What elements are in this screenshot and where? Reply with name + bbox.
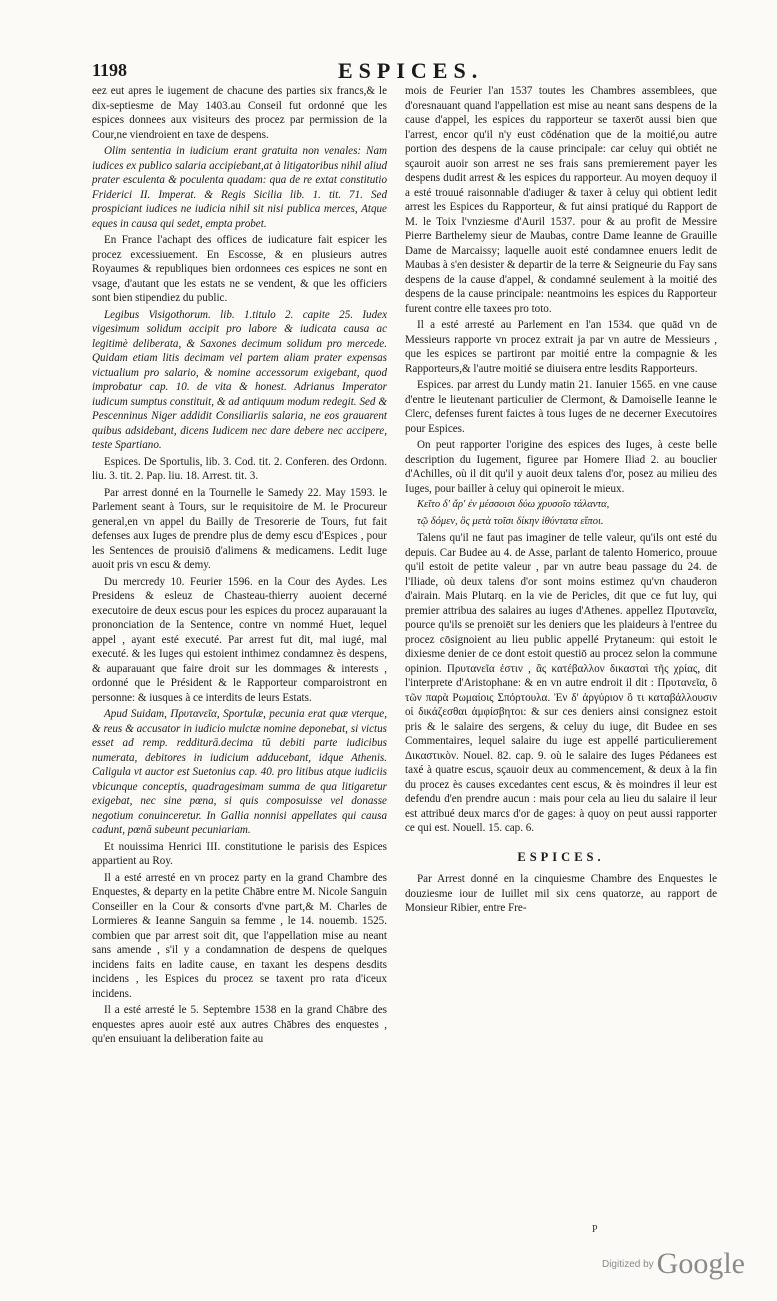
paragraph: Il a esté arresté le 5. Septembre 1538 en la grand Chābre des enquestes apres auoir esté aux autres Chābres des enquestes , qu'en ensuiuant la deliberation faite au <box>92 1004 387 1045</box>
paragraph: Par arrest donné en la Tournelle le Samedy 22. May 1593. le Parlement seant à Tours, sur le requisitoire de M. le Procureur general,en vn appel du Bailly de Tresorerie de Tours, fut fait defenses aux Iuges de prendre plus de demy escu d'Espices , pour les Sentences de prouisiō d'alimens & medicamens. Ledit Iuge auoit pris vn escu & demy. <box>92 486 387 571</box>
page-number: 1198 <box>92 60 128 80</box>
paragraph: En France l'achapt des offices de iudicature fait espicer les procez excessiuement. En Escosse, & en plusieurs autres Royaumes & republiques bien ordonnees ces espices ne sont en vsage, d'autant que les estats ne se vendent, & que les officiers sont bien stipendiez du public. <box>92 234 387 304</box>
greek-verse: τῷ δόμεν, ὃς μετὰ τοῖσι δίκην ἰθύντατα εἴποι. <box>417 515 604 527</box>
paragraph: Apud Suidam, Πρυτανεῖα, Sportulæ, pecunia erat quæ vterque, & reus & accusator in iudicio mulctæ nomine deponebat, si victus esset ad remp. redditurā.decima tū debiti parte iudicibus numerata, debitores in iudicium adducebant, idque Athenis. Caligula vt auctor est Suetonius cap. 40. pro litibus atque iudiciis vbicunque conceptis, quadragesimam summa de qua litigaretur exigebat, nec sine pœna, si quis composuisse vel donasse negotium conuinceretur. In Gallia nonnisi appellates qui causa cadunt, pœnā subeunt pecuniariam. <box>92 708 387 836</box>
running-head: ESPICES. <box>338 58 484 83</box>
paragraph: eez eut apres le iugement de chacune des parties six francs,& le dix-septiesme de May 1403.au Conseil fut ordonné que les espices donnees aux visiteurs des procez par permission de la Cour,ne viendroient en taxe de despens. <box>92 85 387 141</box>
section-title: ESPICES. <box>517 849 605 864</box>
paragraph: Legibus Visigothorum. lib. 1.titulo 2. capite 25. Iudex vigesimum solidum accipit pro labore & iudicata causa ac legitimè deliberata, & Saxones decimum solidum pro mercede. Quidam etiam litis decimam vel partem aliam prater expensas victualium pro salario, & nomine accessorum exigebant, quod improbatur cap. 10. de vita & honest. Adrianus Imperator iudicum sumptus constituit, & ad antiquum modum redegit. Sed & Pescenninus Niger addidit Consiliariis salaria, ne eos grauarent quibus adsidebant, dicens Iudicem nec dare debere nec accipere, teste Spartiano. <box>92 308 387 451</box>
paragraph: On peut rapporter l'origine des espices des Iuges, à ceste belle description du Iugement, figuree par Homere Iliad 2. au bouclier d'Achilles, où il dit qu'il y auoit deux talens d'or, posez au milieu des Iuges, pour bailler à celuy qui opineroit le mieux. <box>405 439 717 495</box>
signature-mark: P <box>592 1224 598 1235</box>
paragraph: Talens qu'il ne faut pas imaginer de telle valeur, qu'ils ont esté du depuis. Car Budee au 4. de Asse, parlant de talento Homerico, prouue qu'il estoit de petite valeur , par vn autre beau passage du 24. de l'Iliade, où deux talens d'or sont moins estimez qu'vn chauderon d'airain. Mais Plutarq. en la vie de Pericles, dit que ce fut luy, qui premier attribua des salaires au iuges d'Athenes. appellez Πρυτανεῖα, pource qu'ils se prenoiēt sur les deniers que les plaideurs à l'entree du procez cōsignoient au lieu public appellé Prytaneum: qui estoit le dixiesme denier de ce dont estoit questiō au procez selon la commune opinion. Πρυτανεῖα ἐστιν , ἃς κατέβαλλον δικασταὶ τῆς χρίας, dit l'interprete d'Aristophane: & en vn autre endroit il dit : Πρυτανεῖα, ὃ τῶν παρὰ Ρωμαίοις Σπόρτουλα. Ἐν δ' ἀργύριον ὃ τι καταβάλλουσιν οἱ δικάζεσθαι ἀμφίσβητοι: & sur ces deniers ainsi consignez estoit pris & le salaire des sergens, & celuy du iuge, dit Budee en ses Commentaires, lequel salaire du iuge est appellé particulierement Δικαστικὸν. Nouel. 82. cap. 9. où le salaire des Iuges Pédanees est taxé à quatre escus, sçauoir deux au commencement, & deux à la fin du procez ès causes excedantes cent escus, & ès moindres il leur est defendu d'en prendre aucun : mais pour cela au lieu du salaire il leur est attribué deux marcs d'or de gages: à quoy on peut aussi rapporter ce qui est. Nouell. 15. cap. 6. <box>405 532 717 834</box>
greek-verse: Κεῖτο δ' ἄρ' ἐν μέσσοισι δύω χρυσοῖο τάλαντα, <box>417 499 610 510</box>
page-header <box>92 58 719 84</box>
paragraph: Et nouissima Henrici III. constitutione le parisis des Espices appartient au Roy. <box>92 840 387 867</box>
paragraph: Il a esté arresté au Parlement en l'an 1534. que quād vn de Messieurs rapporte vn procez extrait ja par vn autre de Messieurs , que les espices se partiront par moitié entre la compagnie & les Rapporteurs,& l'autre moitié se diuisera entre lesdits Rapporteurs. <box>405 319 717 375</box>
paragraph: Il a esté arresté en vn procez party en la grand Chambre des Enquestes, & departy en la petite Chābre entre M. Nicole Sanguin Conseiller en la Cour & consorts d'vne part,& M. Charles de Lormieres & Ieanne Sanguin sa femme , le 14. nouemb. 1525. combien que par arrest soit dit, que l'appellation mise au neant sans amende , s'il y a condamnation de despens de quelques incidens faits en ladite cause, en taxant les despens desdits incidens , les Espices du procez se taxent pro rata d'iceux incidens. <box>92 871 387 1000</box>
paragraph: mois de Feurier l'an 1537 toutes les Chambres assemblees, que d'oresnauant quand l'appellation est mise au neant sans despens de la cause d'appel, les espices du rapporteur se taxerōt aussi bien que l'arrest, encor qu'il n'y eust cōdénation que de la moitié,ou autre portion des despens de la cause principale: car celuy qui obtiét ne sçauroit auoir son arrest ne ses frais sans premierement payer les despens dudit arrest & les espices du rapporteur. Au moyen dequoy il a esté trouué raisonnable d'adiuger & taxer à celuy qui obtient ledit arrest les Espices du Rapporteur, & fut ainsi pratiqué du Rapport de M. le Toix l'vnziesme d'Auril 1537. pour & au profit de Messire Pierre Barthelemy sieur de Maubas, contre Dame Ieanne de Grauille Dame de Marcaissy; laquelle auoit esté condamnee enuers ledit de Maubas à s'en desister & departir de la terre & Seigneurie du Fay sans despens de la cause d'appel, & condamné seulement à la moitié des despens de la cause principale: neantmoins les espices du Rapporteur furent contre elle taxees pro toto. <box>405 85 717 315</box>
google-logo: Google <box>656 1247 745 1280</box>
google-watermark <box>602 1247 745 1281</box>
paragraph: Olim sententia in iudicium erant gratuita non venales: Nam iudices ex publico salaria accipiebant,at à litigatoribus nihil aliud prater esculenta & poculenta quadam: qua de re extat constitutio Friderici II. Imperat. & Regis Sicilia lib. 1. tit. 71. Sed prospiciant iudices ne iudicia nihil sit nisi publica merces, Atque eques in causa qui sedet, empta probet. <box>92 145 387 230</box>
right-column <box>405 84 717 918</box>
paragraph: Espices. De Sportulis, lib. 3. Cod. tit. 2. Conferen. des Ordonn. liu. 3. tit. 2. Pap. liu. 18. Arrest. tit. 3. <box>92 455 387 482</box>
watermark-caption: Digitized by <box>601 1259 654 1270</box>
paragraph: Du mercredy 10. Feurier 1596. en la Cour des Aydes. Les Presidens & esleuz de Chasteau-thierry auoient decerné executoire de deux escus pour les espices du procez auparauant la prononciation de la Sentence, contre vn nommé Huet, lequel appel , ayant esté executé. Par arrest fut dit, mal iugé, mal executé. & les Iuges qui estoient inthimez condamnez ès despens, & auparauant que faire droit sur les dommages & interests , ordonné que le Président & le Rapporteur comparoistront en personne: & iusques à ce interdits de leurs Estats. <box>92 575 387 704</box>
left-column <box>92 84 387 1049</box>
paragraph: Espices. par arrest du Lundy matin 21. Ianuier 1565. en vne cause d'entre le lieutenant particulier de Clermont, & Damoiselle Ieanne le Clerc, defenses furent faictes à tous Iuges de ne decerner Executoires pour Espices. <box>405 379 717 435</box>
paragraph: Par Arrest donné en la cinquiesme Chambre des Enquestes le douziesme iour de Iuillet mil six cens quatorze, au rapport de Monsieur Ribier, entre Fre- <box>405 873 717 914</box>
